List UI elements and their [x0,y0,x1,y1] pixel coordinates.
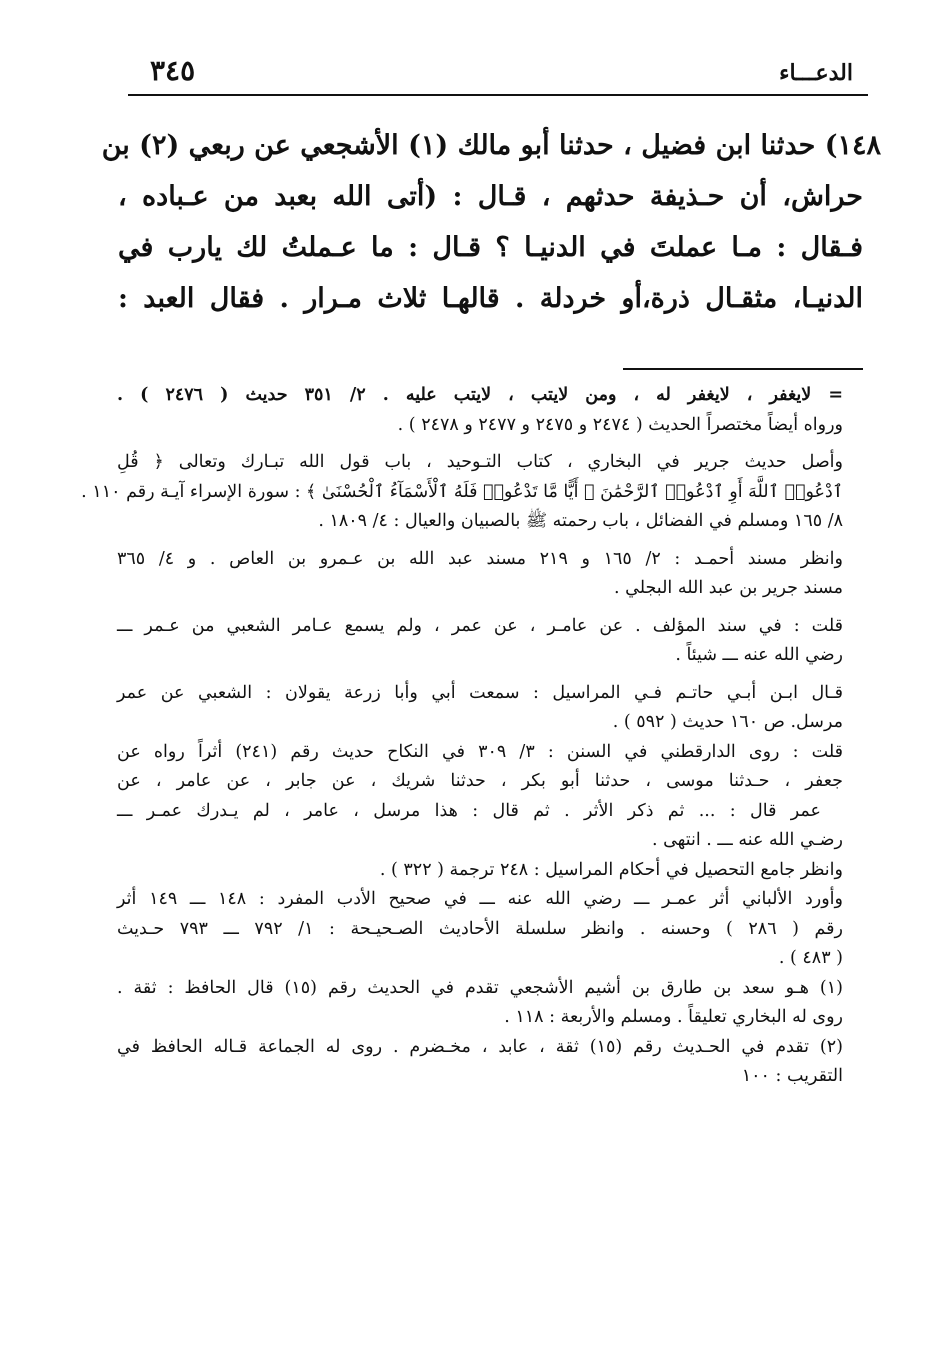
footnote-1-line: روى له البخاري تعليقاً . ومسلم والأربعة : ١١٨ . [504,1007,843,1027]
hadith-line: فـقال : مـا عملتَ في الدنيـا ؟ قـال : ما عـملتُ لك يارب في [118,232,863,263]
hadith-text [101,120,881,324]
footnote-1-line: (١) هـو سعد بن طارق بن أشيم الأشجعي تقدم في الحديث رقم (١٥) قال الحافظ : ثقة . [117,977,843,998]
note-line: وأورد الألباني أثر عمـر ـــ رضي الله عنه ـــ في صحيح الأدب المفرد : ١٤٨ ـــ ١٤٩ أثر [117,889,843,909]
note-line: وانظر جامع التحصيل في أحكام المراسيل : ٢٤٨ ترجمة ( ٣٢٢ ) . [379,859,843,880]
note-line: ورواه أيضاً مختصراً الحديث ( ٢٤٧٤ و ٢٤٧٥ و ٢٤٧٧ و ٢٤٧٨ ) . [397,414,843,435]
page-number: ٣٤٥ [150,54,196,87]
note-line: قـال ابـن أبـي حاتـم فـي المراسيل : سمعت أبي وأبا زرعة يقولان : الشعبي عن عمر [117,682,843,703]
note-line: ٨/ ١٦٥ ومسلم في الفضائل ، باب رحمته ﷺ بالصبيان والعيال : ٤/ ١٨٠٩ . [318,511,843,531]
note-line: رضـي الله عنه ـــ . انتهى . [651,830,843,850]
note-line: رقم ( ٢٨٦ ) وحسنه . وانظر سلسلة الأحاديث الصـحيـحة : ١/ ٧٩٢ ـــ ٧٩٣ حـديث [117,918,843,939]
running-header-title: الدعـــاء [779,60,853,86]
hadith-line: حراش، أن حـذيفة حدثهم ، قـال : (أتى الله بعبد من عـباده ، [118,181,863,212]
hadith-line: الدنيـا، مثقـال ذرة،أو خردلة . قالهـا ثلاث مـرار . فقال العبد : [118,283,863,314]
note-line: وأصل حديث جرير في البخاري ، كتاب التـوحيد ، باب قول الله تبـارك وتعالى ﴿ قُلِ [117,452,843,472]
footnote-2-line: (٢) تقدم في الحـديث رقم (١٥) ثقة ، عابد ، مخـضرم . روى له الجماعة قـاله الحافظ في [117,1036,843,1057]
footnote-2-line: التقريب : ١٠٠ [741,1066,843,1086]
note-line: ( ٤٨٣ ) . [778,948,843,968]
note-line: عمر قال : ... ثم ذكر الأثر . ثم قال : هذا مرسل ، عامر ، لم يـدرك عمـر ـــ [117,800,821,821]
note-line: قلت : في سند المؤلف . عن عامـر ، عن عمر ، ولم يسمع عـامر الشعبي من عـمر ـــ [117,615,843,636]
footnotes [81,381,843,1092]
note-line: وانظر مسند أحمـد : ٢/ ١٦٥ و ٢١٩ مسند عبد الله بن عـمرو بن العاص . و ٤/ ٣٦٥ [117,548,843,569]
header-rule [128,94,868,96]
note-line: جعفر ، حـدثنا موسى ، حدثنا أبو بكر ، حدثنا شريك ، عن جابر ، عن عامر ، عن [117,771,843,791]
hadith-line: ١٤٨) حدثنا ابن فضيل ، حدثنا أبو مالك (١) الأشجعي عن ربعي (٢) بن [101,130,881,161]
note-line: = لايغفر ، لايغفر له ، ومن لايتب ، لايتب عليه . ٢/ ٣٥١ حديث ( ٢٤٧٦ ) . [117,385,843,405]
note-line: ٱدْعُوا۟ ٱللَّهَ أَوِ ٱدْعُوا۟ ٱلرَّحْمَٰنَ ۖ أَيًّا مَّا تَدْعُوا۟ فَلَهُ ٱلْأَسْمَآءُ ٱلْحُسْنَىٰ ﴾ : سورة الإسراء آيـة رقم ١١٠ . [81,481,843,502]
note-line: رضي الله عنه ـــ شيئاً . [675,645,843,665]
note-line: مرسل. ص ١٦٠ حديث ( ٥٩٢ ) . [612,712,843,732]
note-line: مسند جرير بن عبد الله البجلي . [613,578,843,598]
note-line: قلت : روى الدارقطني في السنن : ٣/ ٣٠٩ في النكاح حديث رقم (٢٤١) أثراً رواه عن [117,741,843,762]
footnote-rule [623,368,863,370]
